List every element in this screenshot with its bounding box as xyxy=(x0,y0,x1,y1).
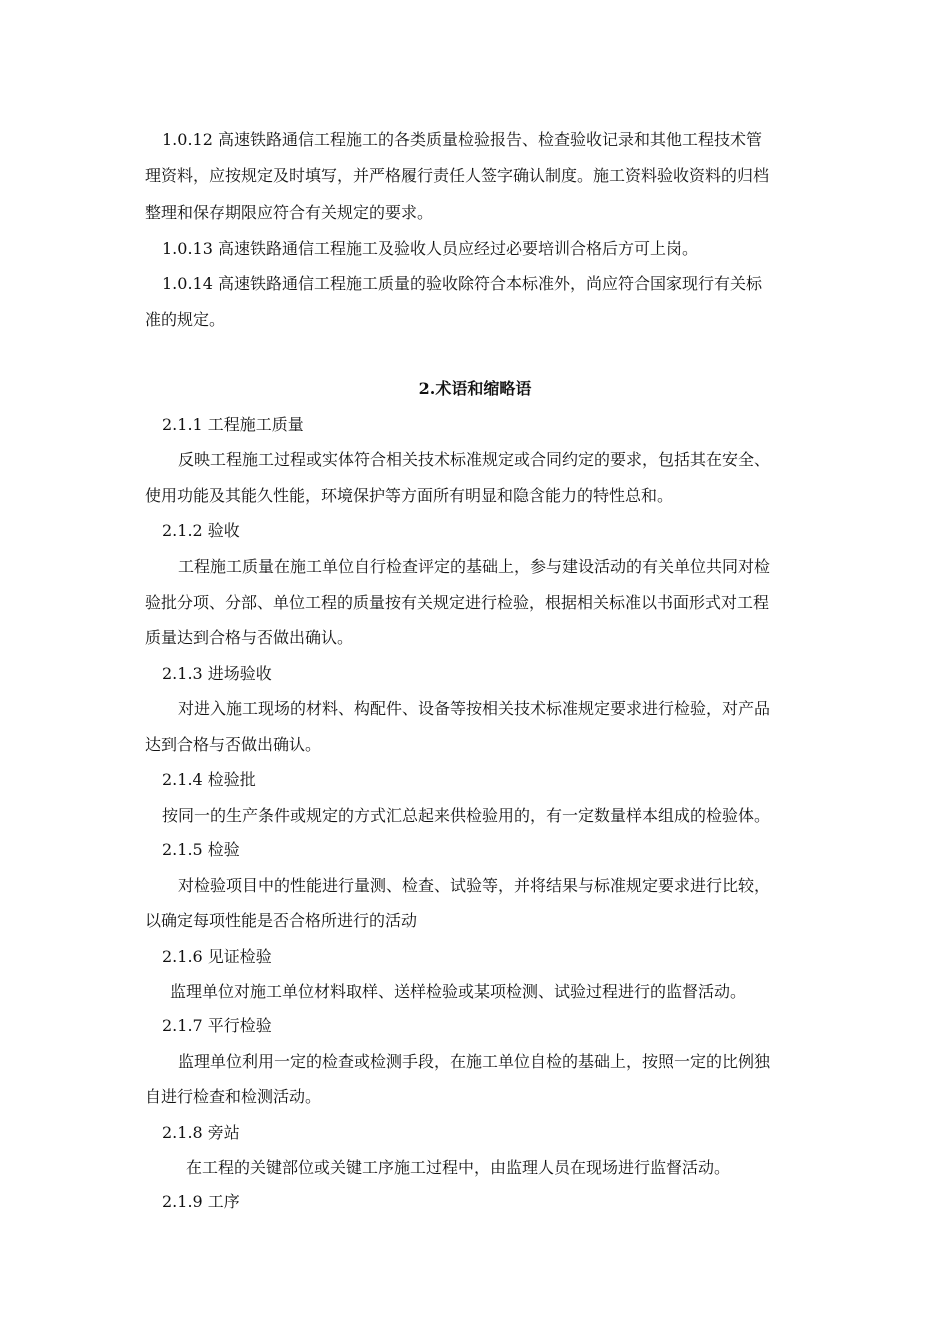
term-2-1-5-line-2: 以确定每项性能是否合格所进行的活动 xyxy=(145,911,418,930)
clause-1-0-14-line-2: 准的规定。 xyxy=(145,310,226,329)
clause-1-0-14-line-1: 1.0.14 高速铁路通信工程施工质量的验收除符合本标准外，尚应符合国家现行有关标 xyxy=(162,274,762,293)
term-2-1-7-line-1: 监理单位利用一定的检查或检测手段，在施工单位自检的基础上，按照一定的比例独 xyxy=(178,1052,771,1071)
term-title-2-1-9: 2.1.9 工序 xyxy=(162,1192,240,1211)
term-title-2-1-1: 2.1.1 工程施工质量 xyxy=(162,415,304,434)
clause-1-0-13-line-1: 1.0.13 高速铁路通信工程施工及验收人员应经过必要培训合格后方可上岗。 xyxy=(162,239,698,258)
clause-1-0-12-line-1: 1.0.12 高速铁路通信工程施工的各类质量检验报告、检查验收记录和其他工程技术管 xyxy=(162,130,762,149)
term-2-1-4-line-1: 按同一的生产条件或规定的方式汇总起来供检验用的，有一定数量样本组成的检验体。 xyxy=(162,806,771,825)
term-2-1-2-line-3: 质量达到合格与否做出确认。 xyxy=(145,628,354,647)
term-title-2-1-3: 2.1.3 进场验收 xyxy=(162,664,272,683)
term-2-1-1-line-1: 反映工程施工过程或实体符合相关技术标准规定或合同约定的要求，包括其在安全、 xyxy=(178,450,771,469)
clause-1-0-12-line-2: 理资料，应按规定及时填写，并严格履行责任人签字确认制度。施工资料验收资料的归档 xyxy=(145,166,770,185)
term-2-1-3-line-2: 达到合格与否做出确认。 xyxy=(145,735,322,754)
term-title-2-1-7: 2.1.7 平行检验 xyxy=(162,1016,272,1035)
term-2-1-1-line-2: 使用功能及其能久性能，环境保护等方面所有明显和隐含能力的特性总和。 xyxy=(145,486,674,505)
term-2-1-2-line-2: 验批分项、分部、单位工程的质量按有关规定进行检验，根据相关标准以书面形式对工程 xyxy=(145,593,770,612)
term-title-2-1-2: 2.1.2 验收 xyxy=(162,521,240,540)
term-title-2-1-4: 2.1.4 检验批 xyxy=(162,770,256,789)
term-2-1-6-line-1: 监理单位对施工单位材料取样、送样检验或某项检测、试验过程进行的监督活动。 xyxy=(170,982,747,1001)
term-2-1-5-line-1: 对检验项目中的性能进行量测、检查、试验等，并将结果与标准规定要求进行比较， xyxy=(178,876,771,895)
term-2-1-7-line-2: 自进行检查和检测活动。 xyxy=(145,1087,322,1106)
term-2-1-2-line-1: 工程施工质量在施工单位自行检查评定的基础上，参与建设活动的有关单位共同对检 xyxy=(178,557,771,576)
clause-1-0-12-line-3: 整理和保存期限应符合有关规定的要求。 xyxy=(145,203,434,222)
section-heading: 2.术语和缩略语 xyxy=(418,379,532,398)
term-2-1-8-line-1: 在工程的关键部位或关键工序施工过程中，由监理人员在现场进行监督活动。 xyxy=(186,1158,731,1177)
term-title-2-1-5: 2.1.5 检验 xyxy=(162,840,240,859)
term-title-2-1-8: 2.1.8 旁站 xyxy=(162,1123,240,1142)
term-title-2-1-6: 2.1.6 见证检验 xyxy=(162,947,272,966)
term-2-1-3-line-1: 对进入施工现场的材料、构配件、设备等按相关技术标准规定要求进行检验，对产品 xyxy=(178,699,771,718)
